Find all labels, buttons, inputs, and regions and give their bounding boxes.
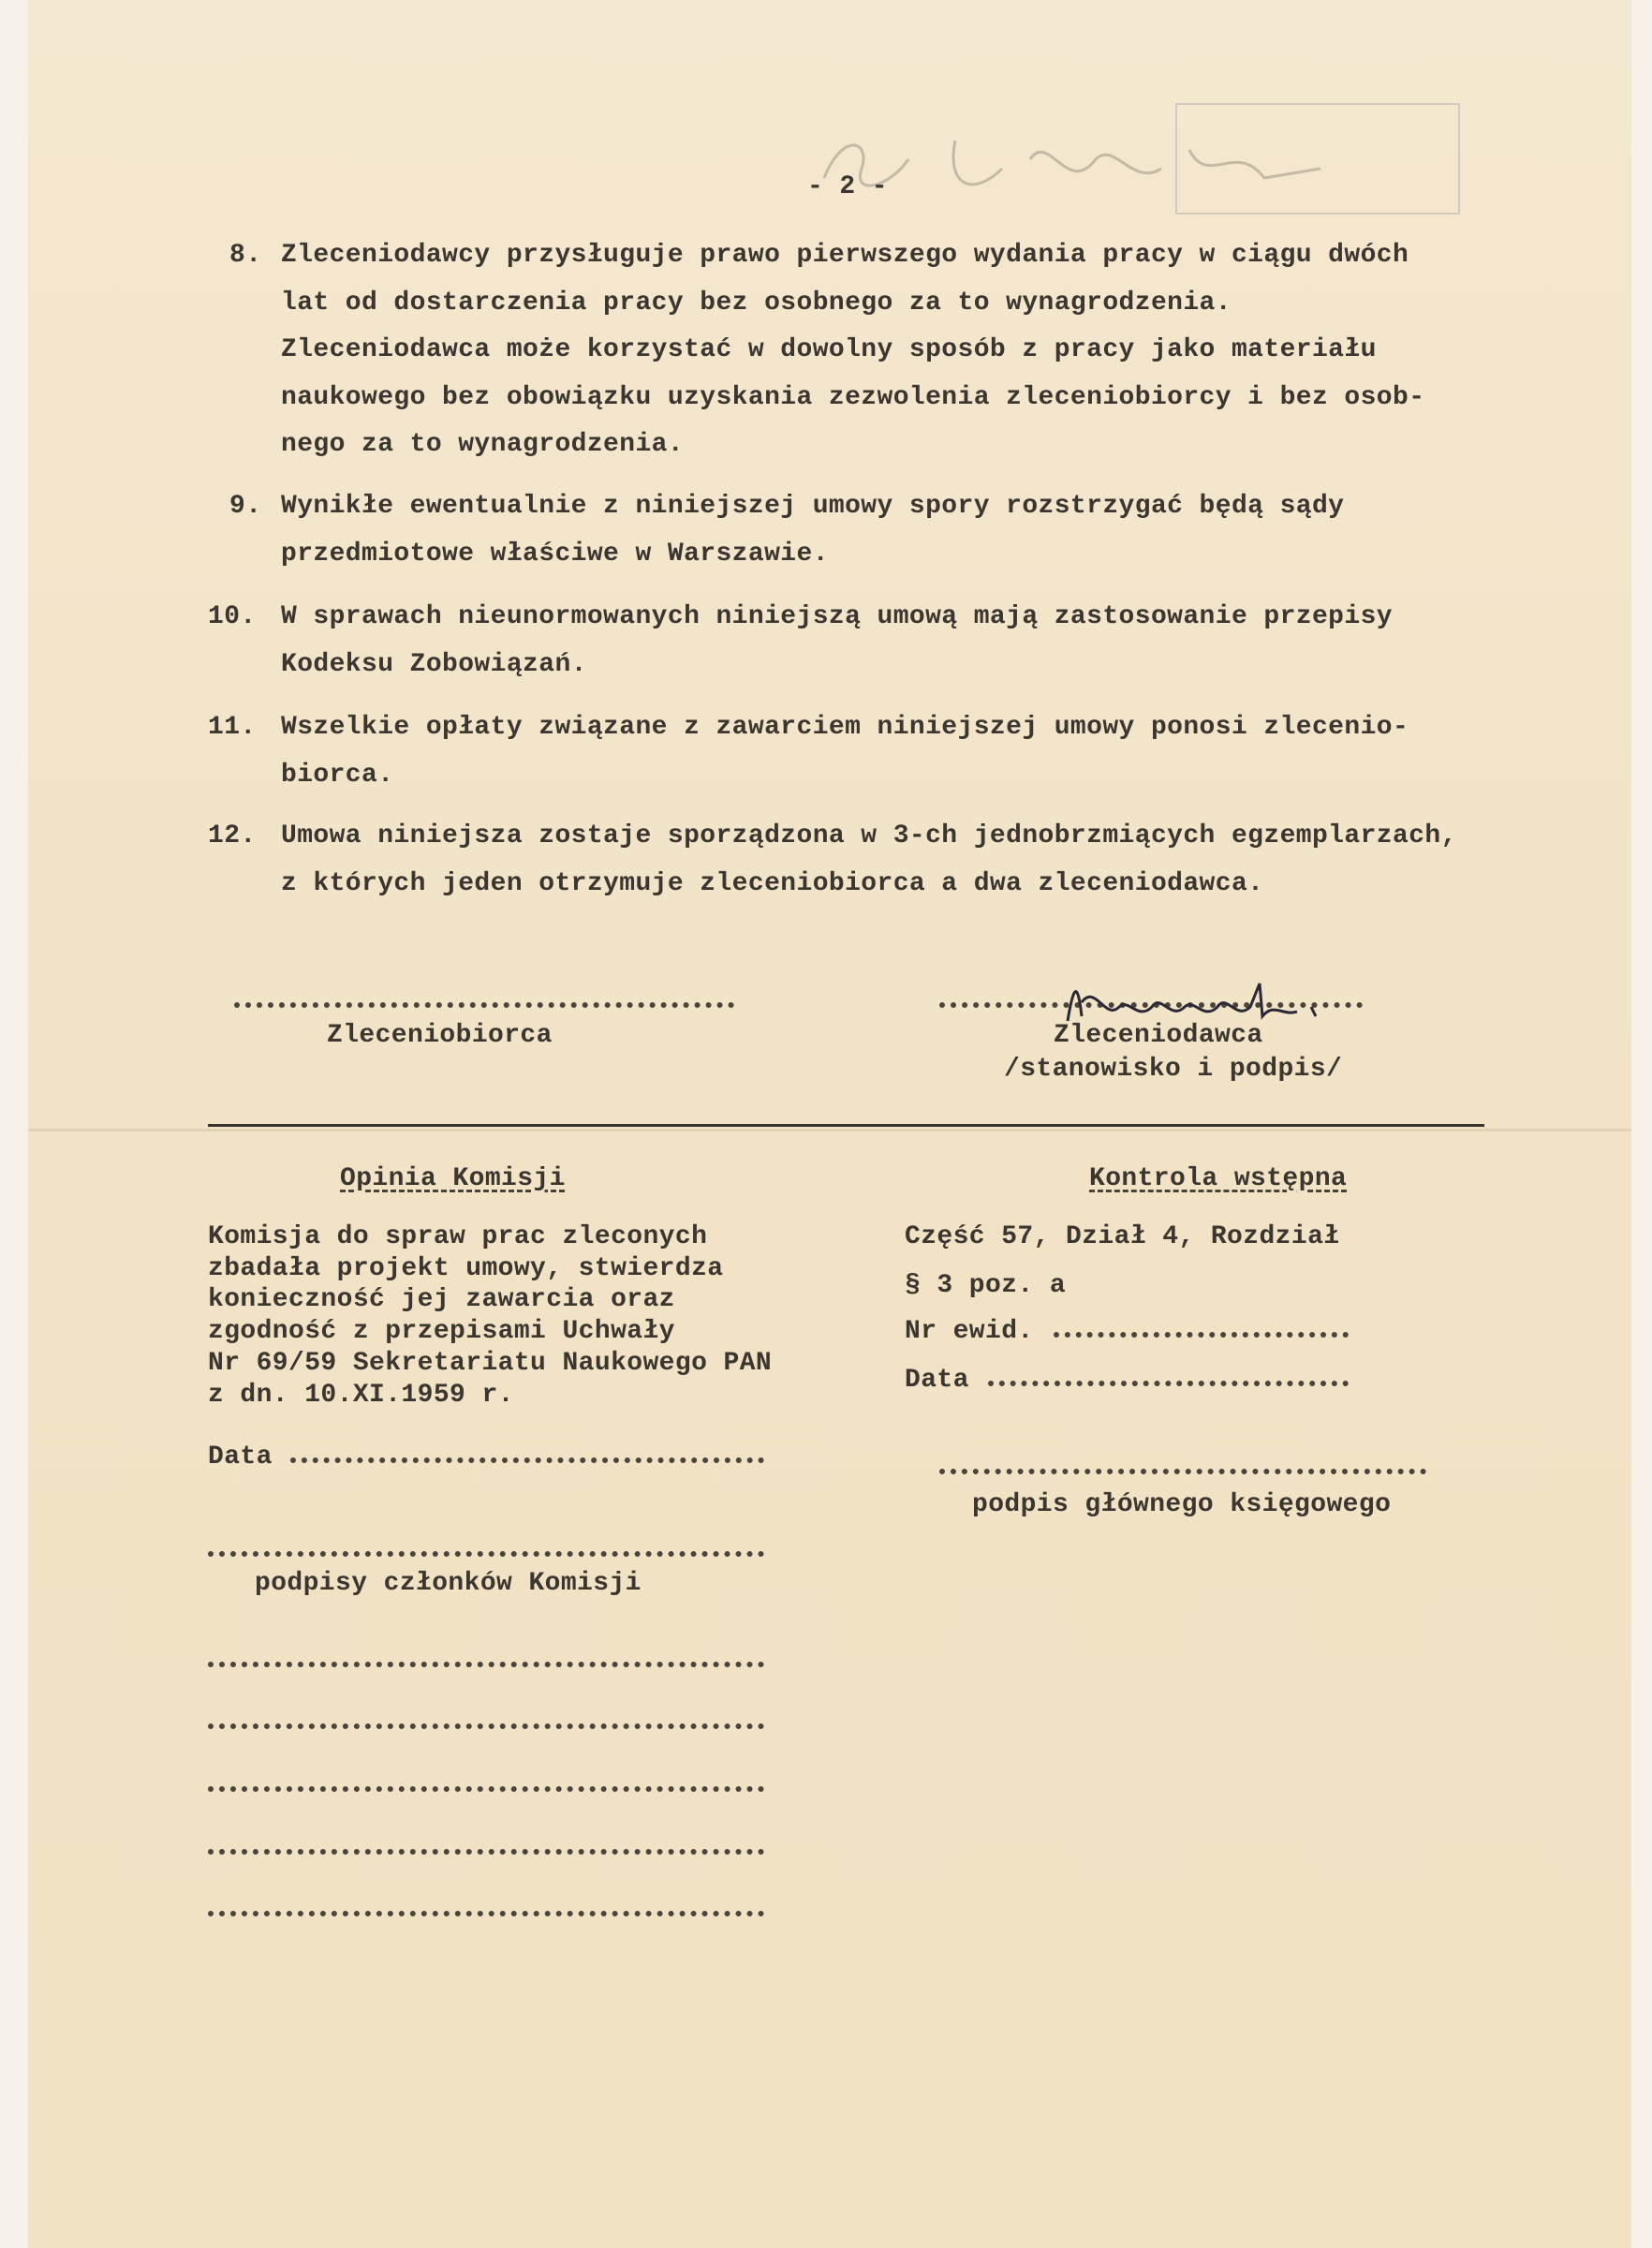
opinion-date-line: [290, 1457, 764, 1463]
control-budget-line: Część 57, Dział 4, Rozdział: [905, 1222, 1340, 1251]
clause-line: Zleceniodawcy przysługuje prawo pierwszego wydania pracy w ciągu dwóch: [281, 241, 1409, 270]
control-ewid-label: Nr ewid.: [905, 1317, 1034, 1346]
clause-line: W sprawach nieunormowanych niniejszą umową mają zastosowanie przepisy: [281, 602, 1393, 631]
clause-line: nego za to wynagrodzenia.: [281, 430, 685, 459]
clause-line: lat od dostarczenia pracy bez osobnego za to wynagrodzenia.: [281, 288, 1232, 318]
section-divider: [208, 1124, 1484, 1127]
opinion-line: zbadała projekt umowy, stwierdza: [208, 1253, 724, 1283]
fold-line: [28, 1129, 1631, 1131]
clause-line: Wynikłe ewentualnie z niniejszej umowy spory rozstrzygać będą sądy: [281, 492, 1345, 521]
member-line-4: [208, 1849, 764, 1855]
clause-line: naukowego bez obowiązku uzyskania zezwolenia zleceniobiorcy i bez osob-: [281, 382, 1425, 412]
members-label: podpisy członków Komisji: [255, 1569, 642, 1598]
clause-line: przedmiotowe właściwe w Warszawie.: [281, 539, 829, 569]
accountant-label: podpis głównego księgowego: [972, 1490, 1392, 1519]
accountant-signature-line: [939, 1469, 1426, 1474]
control-date-label: Data: [905, 1366, 969, 1395]
clause-line: Zleceniodawca może korzystać w dowolny sposób z pracy jako materiału: [281, 335, 1377, 364]
opinion-line: zgodność z przepisami Uchwały: [208, 1317, 675, 1347]
member-line-1: [208, 1662, 764, 1667]
opinion-date-label: Data: [208, 1442, 273, 1472]
clause-line: Umowa niniejsza zostaje sporządzona w 3-ch jednobrzmiących egzemplarzach,: [281, 821, 1457, 850]
clause-line: Kodeksu Zobowiązań.: [281, 649, 587, 679]
control-ewid-line: [1054, 1332, 1349, 1338]
clause-number: 11.: [208, 713, 257, 742]
opinion-line: z dn. 10.XI.1959 r.: [208, 1380, 514, 1410]
clause-number: 8.: [229, 241, 262, 270]
clause-number: 9.: [229, 492, 262, 521]
control-title: Kontrola wstępna: [1089, 1164, 1348, 1193]
signature-line-left: [234, 1002, 734, 1008]
opinion-title: Opinia Komisji: [340, 1164, 566, 1193]
page-number: - 2 -: [807, 172, 889, 201]
member-line-2: [208, 1723, 764, 1729]
opinion-line: Nr 69/59 Sekretariatu Naukowego PAN: [208, 1348, 773, 1378]
control-paragraph-line: § 3 poz. a: [905, 1271, 1067, 1300]
pencil-annotation: [815, 112, 1339, 215]
members-signature-line: [208, 1551, 764, 1557]
member-line-3: [208, 1786, 764, 1792]
clause-line: biorca.: [281, 760, 394, 790]
control-date-line: [988, 1381, 1349, 1386]
client-sublabel: /stanowisko i podpis/: [1004, 1055, 1343, 1084]
contractor-label: Zleceniobiorca: [327, 1021, 553, 1050]
clause-line: z których jeden otrzymuje zleceniobiorca a dwa zleceniodawca.: [281, 868, 1264, 898]
clause-line: Wszelkie opłaty związane z zawarciem niniejszej umowy ponosi zlecenio-: [281, 713, 1409, 742]
clause-number: 12.: [208, 821, 257, 850]
clause-number: 10.: [208, 602, 257, 631]
opinion-line: Komisja do spraw prac zleconych: [208, 1222, 708, 1251]
opinion-line: konieczność jej zawarcia oraz: [208, 1285, 675, 1315]
client-label: Zleceniodawca: [1054, 1021, 1263, 1050]
member-line-5: [208, 1911, 764, 1916]
